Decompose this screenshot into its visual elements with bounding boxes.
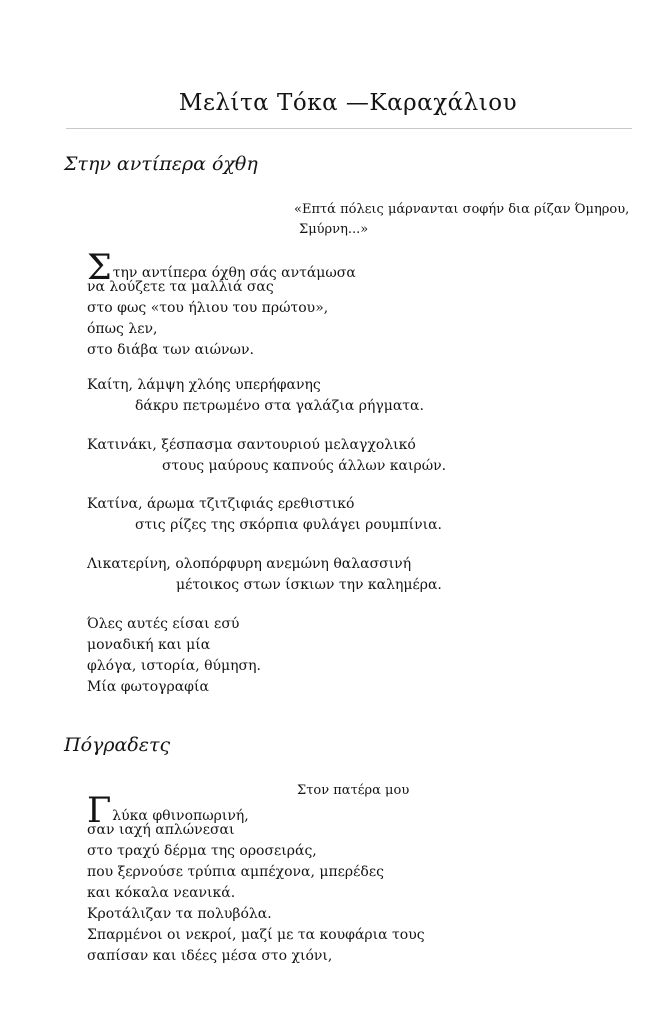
verse-line: φλόγα, ιστορία, θύμηση. [87,658,261,674]
poem-title-pogradets: Πόγραδετς [64,734,171,756]
verse-line: Σπαρμένοι οι νεκροί, μαζί με τα κουφάρια τους [87,927,425,943]
epigraph [294,200,629,240]
stanza-2 [87,375,424,417]
poem-title-antipera: Στην αντίπερα όχθη [64,153,258,175]
verse-line: δάκρυ πετρωμένο στα γαλάζια ρήγματα. [135,398,424,414]
epigraph-line: Σμύρνη...» [299,222,369,237]
verse-line: και κόκαλα νεανικά. [87,885,236,901]
verse-line: να λούζετε τα μαλλιά σας [87,279,274,295]
verse-line: όπως λεν, [87,321,158,337]
verse-line: στο τραχύ δέρμα της οροσειράς, [87,843,317,859]
verse-line: μοναδική και μία [87,637,211,653]
verse-line: που ξερνούσε τρύπια αμπέχονα, μπερέδες [87,864,384,880]
verse-line: στις ρίζες της σκόρπια φυλάγει ρουμπίνια. [135,517,442,533]
stanza-4 [87,494,442,536]
verse-line: Κατίνα, άρωμα τζιτζιφιάς ερεθιστικό [87,496,355,512]
header-divider [66,128,632,129]
author-heading: Μελίτα Τόκα —Καραχάλιου [178,90,518,116]
verse-line: στο φως «του ήλιου του πρώτου», [87,300,329,316]
epigraph-line: «Επτά πόλεις μάρνανται σοφήν δια ρίζαν Όμηρου, [294,202,630,217]
stanza-3 [87,435,446,477]
verse-line: στους μαύρους καπνούς άλλων καιρών. [162,458,447,474]
dedication: Στον πατέρα μου [297,783,410,798]
verse-line: Κροτάλιζαν τα πολυβόλα. [87,906,272,922]
verse-line: Καίτη, λάμψη χλόης υπερήφανης [87,377,321,393]
stanza-6 [87,614,261,698]
verse-line: σαν ιαχή απλώνεσαι [87,822,235,838]
verse-line: μέτοικος στων ίσκιων την καλημέρα. [176,577,442,593]
stanza-pogradets [87,791,425,967]
verse-line: Κατινάκι, ξέσπασμα σαντουριού μελαγχολικό [87,437,416,453]
drop-cap: Γ [87,791,112,831]
verse-line: σαπίσαν και ιδέες μέσα στο χιόνι, [87,948,333,964]
verse-line: Μία φωτογραφία [87,679,209,695]
first-line-text: λύκα φθινοπωρινή, [112,808,249,824]
verse-line: στο διάβα των αιώνων. [87,342,254,358]
verse-line: Λικατερίνη, ολοπόρφυρη ανεμώνη θαλασσινή [87,556,412,572]
drop-cap: Σ [87,248,112,288]
first-line-text: την αντίπερα όχθη σάς αντάμωσα [112,265,356,281]
stanza-1 [87,248,356,361]
verse-line: Όλες αυτές είσαι εσύ [87,616,240,632]
stanza-5 [87,554,442,596]
